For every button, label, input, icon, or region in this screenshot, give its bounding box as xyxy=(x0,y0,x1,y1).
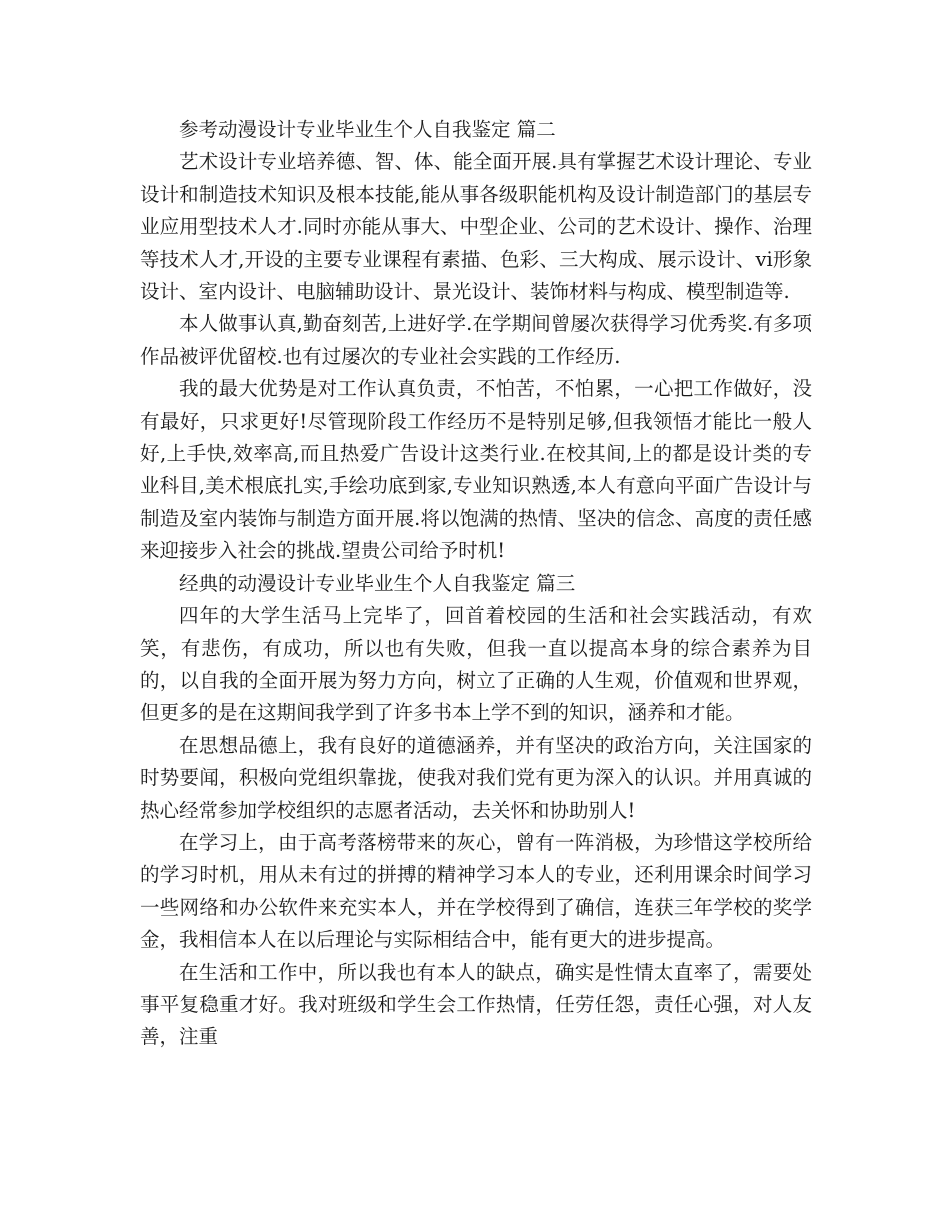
paragraph: 艺术设计专业培养德、智、体、能全面开展.具有掌握艺术设计理论、专业设计和制造技术知识及根本技能,能从事各级职能机构及设计制造部门的基层专业应用型技术人才.同时亦能从事大、中型企业、公司的艺术设计、操作、治理等技术人才,开设的主要专业课程有素描、色彩、三大构成、展示设计、vi形象设计、室内设计、电脑辅助设计、景光设计、装饰材料与构成、模型制造等. xyxy=(140,150,812,304)
paragraph: 在思想品德上，我有良好的道德涵养，并有坚决的政治方向，关注国家的时势要闻，积极向党组织靠拢，使我对我们党有更为深入的认识。并用真诚的热心经常参加学校组织的志愿者活动，去关怀和协助别人! xyxy=(140,733,812,822)
paragraph: 我的最大优势是对工作认真负责，不怕苦，不怕累，一心把工作做好，没有最好，只求更好!尽管现阶段工作经历不是特别足够,但我领悟才能比一般人好,上手快,效率高,而且热爱广告设计这类行业.在校其间,上的都是设计类的专业科目,美术根底扎实,手绘功底到家,专业知识熟透,本人有意向平面广告设计与制造及室内装饰与制造方面开展.将以饱满的热情、坚决的信念、高度的责任感来迎接步入社会的挑战.望贵公司给予时机! xyxy=(140,377,812,563)
paragraph: 四年的大学生活马上完毕了，回首着校园的生活和社会实践活动，有欢笑，有悲伤，有成功，所以也有失败，但我一直以提高本身的综合素养为目的，以自我的全面开展为努力方向，树立了正确的人生观，价值观和世界观，但更多的是在这期间我学到了许多书本上学不到的知识，涵养和才能。 xyxy=(140,604,812,725)
paragraph: 本人做事认真,勤奋刻苦,上进好学.在学期间曾屡次获得学习优秀奖.有多项作品被评优留校.也有过屡次的专业社会实践的工作经历. xyxy=(140,312,812,368)
document-body xyxy=(140,114,812,1054)
paragraph: 在生活和工作中，所以我也有本人的缺点，确实是性情太直率了，需要处事平复稳重才好。我对班级和学生会工作热情，任劳任怨，责任心强，对人友善，注重 xyxy=(140,960,812,1049)
section-heading-3: 经典的动漫设计专业毕业生个人自我鉴定 篇三 xyxy=(179,571,576,595)
paragraph: 在学习上，由于高考落榜带来的灰心，曾有一阵消极，为珍惜这学校所给的学习时机，用从未有过的拼搏的精神学习本人的专业，还利用课余时间学习一些网络和办公软件来充实本人，并在学校得到了确信，连获三年学校的奖学金，我相信本人在以后理论与实际相结合中，能有更大的进步提高。 xyxy=(140,830,812,952)
section-heading-2: 参考动漫设计专业毕业生个人自我鉴定 篇二 xyxy=(179,118,556,141)
